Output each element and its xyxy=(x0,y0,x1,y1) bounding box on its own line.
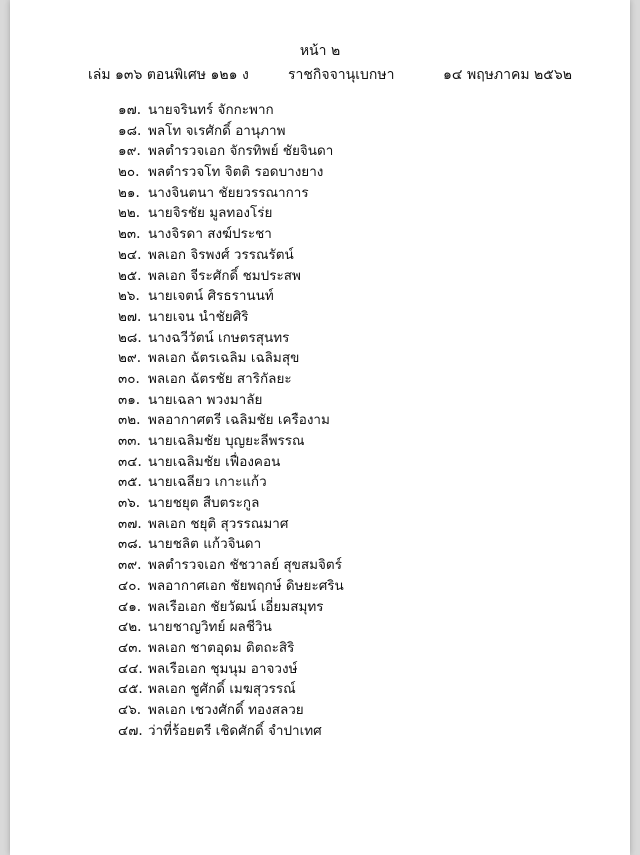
item-number: ๓๖. xyxy=(118,495,141,512)
item-name: พลเอก ชาตอุดม ติตถะสิริ xyxy=(148,639,295,656)
item-name: พลเอก ชูศักดิ์ เมฆสุวรรณ์ xyxy=(148,681,296,698)
item-name: นายเฉลิมชัย บุญยะลีพรรณ xyxy=(148,433,305,449)
item-name: พลเอก จีระศักดิ์ ชมประสพ xyxy=(148,267,301,284)
list-item xyxy=(118,328,344,349)
item-number: ๑๗. xyxy=(118,102,142,118)
list-item xyxy=(118,410,344,431)
item-name: นางจิรดา สงฆ์ประชา xyxy=(148,226,272,243)
list-item xyxy=(118,121,344,142)
list-item xyxy=(118,617,344,638)
item-name: นายจิรชัย มูลทองโร่ย xyxy=(148,205,273,222)
item-number: ๒๒. xyxy=(118,205,141,222)
item-number: ๒๘. xyxy=(118,329,142,346)
item-number: ๔๑. xyxy=(118,598,142,615)
list-item xyxy=(118,183,344,204)
list-item xyxy=(118,638,344,659)
item-number: ๓๕. xyxy=(118,474,142,491)
list-item xyxy=(118,286,344,307)
item-name: พลเรือเอก ชุมนุม อาจวงษ์ xyxy=(148,660,298,677)
item-number: ๒๙. xyxy=(118,350,142,367)
list-item xyxy=(118,514,344,535)
item-number: ๒๕. xyxy=(118,267,142,284)
item-name: พลเอก จิรพงศ์ วรรณรัตน์ xyxy=(148,246,294,263)
item-number: ๔๗. xyxy=(118,722,143,739)
list-item xyxy=(118,659,344,680)
list-item xyxy=(118,203,344,224)
list-item xyxy=(118,100,344,121)
list-item xyxy=(118,431,344,452)
name-list xyxy=(118,100,344,741)
item-name: นางจินตนา ชัยยวรรณาการ xyxy=(148,184,309,201)
item-name: นายจรินทร์ จักกะพาก xyxy=(148,102,274,118)
item-name: นายเฉลา พวงมาลัย xyxy=(148,391,263,408)
item-number: ๑๙. xyxy=(118,143,141,160)
list-item xyxy=(118,141,344,162)
item-number: ๔๕. xyxy=(118,681,143,698)
list-item xyxy=(118,534,344,555)
item-number: ๔๐. xyxy=(118,577,141,594)
item-name: พลโท จเรศักดิ์ อานุภาพ xyxy=(148,122,286,139)
list-item xyxy=(118,307,344,328)
list-item xyxy=(118,576,344,597)
list-item xyxy=(118,224,344,245)
item-name: นายเฉลียว เกาะแก้ว xyxy=(148,474,267,491)
item-number: ๓๔. xyxy=(118,453,142,470)
volume-info: เล่ม ๑๓๖ ตอนพิเศษ ๑๒๑ ง xyxy=(88,67,249,83)
item-number: ๒๖. xyxy=(118,288,140,305)
publication-date: ๑๔ พฤษภาคม ๒๕๖๒ xyxy=(443,67,572,83)
list-item xyxy=(118,162,344,183)
item-number: ๓๗. xyxy=(118,515,142,532)
item-number: ๒๔. xyxy=(118,246,142,263)
item-number: ๔๒. xyxy=(118,619,142,636)
list-item xyxy=(118,245,344,266)
list-item xyxy=(118,679,344,700)
page-number: หน้า ๒ xyxy=(299,43,341,59)
item-name: พลเอก ชยุติ สุวรรณมาศ xyxy=(148,515,289,532)
list-item xyxy=(118,266,344,287)
item-name: พลตำรวจเอก จักรทิพย์ ชัยจินดา xyxy=(148,143,334,160)
item-number: ๔๓. xyxy=(118,639,142,656)
list-item xyxy=(118,700,344,721)
item-number: ๓๘. xyxy=(118,536,142,553)
item-number: ๑๘. xyxy=(118,122,142,139)
item-name: นายเจตน์ ศิรธรานนท์ xyxy=(148,288,274,305)
item-number: ๔๔. xyxy=(118,660,143,677)
list-item xyxy=(118,597,344,618)
item-name: พลอากาศตรี เฉลิมชัย เครืองาม xyxy=(148,412,330,429)
item-name: นายชยุต สืบตระกูล xyxy=(148,495,260,512)
list-item xyxy=(118,390,344,411)
item-number: ๒๑. xyxy=(118,184,140,201)
list-item xyxy=(118,493,344,514)
list-item xyxy=(118,555,344,576)
list-item xyxy=(118,472,344,493)
item-number: ๓๒. xyxy=(118,412,141,429)
item-number: ๒๓. xyxy=(118,226,141,243)
item-name: พลตำรวจเอก ชัชวาลย์ สุขสมจิตร์ xyxy=(148,557,342,574)
item-number: ๔๖. xyxy=(118,701,142,718)
list-item xyxy=(118,348,344,369)
document-page xyxy=(10,0,630,855)
item-name: พลตำรวจโท จิตติ รอดบางยาง xyxy=(148,164,324,181)
item-name: นายชาญวิทย์ ผลชีวิน xyxy=(148,619,272,636)
item-name: พลเอก เชวงศักดิ์ ทองสลวย xyxy=(148,701,304,718)
item-name: นางฉวีวัตน์ เกษตรสุนทร xyxy=(148,329,290,346)
item-name: พลเอก ฉัตรเฉลิม เฉลิมสุข xyxy=(148,350,300,367)
item-name: พลเรือเอก ชัยวัฒน์ เอี่ยมสมุทร xyxy=(148,598,324,615)
list-item xyxy=(118,452,344,473)
item-number: ๒๐. xyxy=(118,164,140,181)
item-name: ว่าที่ร้อยตรี เชิดศักดิ์ จำปาเทศ xyxy=(148,722,322,739)
item-number: ๓๙. xyxy=(118,557,142,574)
item-name: พลอากาศเอก ชัยพฤกษ์ ดิษยะศริน xyxy=(148,577,344,594)
publication-name: ราชกิจจานุเบกษา xyxy=(288,67,395,83)
item-name: พลเอก ฉัตรชัย สาริกัลยะ xyxy=(148,370,292,387)
item-name: นายเจน นำชัยศิริ xyxy=(148,308,249,325)
item-name: นายชลิต แก้วจินดา xyxy=(148,536,262,553)
item-number: ๓๓. xyxy=(118,433,141,449)
item-number: ๓๐. xyxy=(118,370,140,387)
list-item xyxy=(118,721,344,742)
item-name: นายเฉลิมชัย เฟื่องคอน xyxy=(148,453,281,470)
item-number: ๓๑. xyxy=(118,391,141,408)
list-item xyxy=(118,369,344,390)
item-number: ๒๗. xyxy=(118,308,142,325)
